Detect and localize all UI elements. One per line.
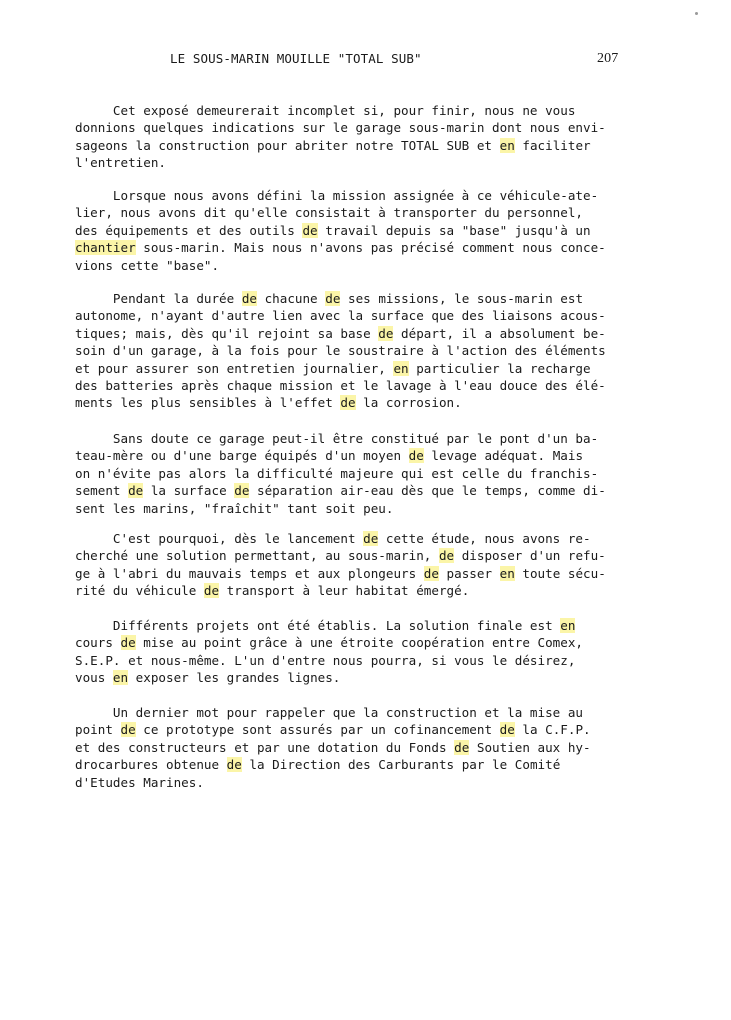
text-segment: Cet exposé demeurerait incomplet si, pour finir, nous ne vous <box>75 103 576 118</box>
highlighted-word: de <box>408 448 424 464</box>
text-segment: Sans doute ce garage peut-il être constitué par le pont d'un ba- <box>75 431 599 446</box>
text-segment: des équipements et des outils <box>75 222 303 238</box>
text-line <box>75 582 635 599</box>
text-line <box>75 634 635 651</box>
text-line <box>75 482 635 499</box>
highlighted-word: de <box>325 291 341 306</box>
text-line <box>75 187 635 204</box>
highlighted-word: en <box>393 360 409 376</box>
highlighted-word: en <box>112 670 129 686</box>
text-segment: la surface <box>143 483 235 499</box>
text-segment: Un dernier mot pour rappeler que la construction et la mise au <box>75 705 583 720</box>
text-segment: Différents projets ont été établis. La solution finale est <box>75 618 561 633</box>
highlighted-word: de <box>203 583 220 599</box>
text-segment: passer <box>438 565 500 581</box>
text-line <box>75 222 635 239</box>
text-segment: toute sécu- <box>514 565 606 581</box>
text-line <box>75 290 635 307</box>
highlighted-word: de <box>128 483 144 499</box>
highlighted-word: de <box>454 739 470 755</box>
text-segment: tiques; mais, dès qu'il rejoint sa base <box>75 325 379 341</box>
highlighted-word: de <box>120 635 136 651</box>
text-segment: particulier la recharge <box>408 360 591 376</box>
paragraph-4 <box>75 430 635 517</box>
text-line <box>75 102 635 119</box>
text-line <box>75 465 635 482</box>
header-title: LE SOUS-MARIN MOUILLE "TOTAL SUB" <box>170 51 422 66</box>
text-segment: sageons la construction pour abriter notre TOTAL SUB et <box>75 137 500 153</box>
text-segment: la Direction des Carburants par le Comité <box>241 757 561 773</box>
text-segment: rité du véhicule <box>75 583 204 599</box>
text-segment: cours <box>75 635 121 651</box>
highlighted-word: de <box>241 291 257 306</box>
text-segment: Pendant la durée <box>75 291 242 306</box>
text-segment: faciliter <box>514 137 591 153</box>
highlighted-word: de <box>378 325 394 341</box>
text-line <box>75 739 635 756</box>
highlighted-word: de <box>499 722 515 738</box>
highlighted-word: de <box>226 757 242 773</box>
text-segment: C'est pourquoi, dès le lancement <box>75 531 364 546</box>
text-segment: sous-marin. Mais nous n'avons pas précisé comment nous conce- <box>135 240 606 256</box>
text-line <box>75 547 635 564</box>
paragraph-5 <box>75 530 635 600</box>
text-segment: teau-mère ou d'une barge équipés d'un moyen <box>75 448 409 464</box>
text-segment: mise au point grâce à une étroite coopération entre Comex, <box>135 635 584 651</box>
text-line <box>75 204 635 221</box>
text-segment: et pour assurer son entretien journalier, <box>75 360 394 376</box>
text-segment: chacune <box>256 291 326 306</box>
text-line <box>75 669 635 686</box>
text-segment: autonome, n'ayant d'autre lien avec la surface que des liaisons acous- <box>75 308 606 324</box>
text-segment: d'Etudes Marines. <box>75 774 204 790</box>
text-line <box>75 565 635 582</box>
running-header <box>0 51 731 71</box>
text-line <box>75 257 635 274</box>
text-line <box>75 137 635 154</box>
text-line <box>75 307 635 324</box>
paragraph-6 <box>75 617 635 687</box>
text-segment: levage adéquat. Mais <box>423 448 584 464</box>
highlighted-word: en <box>560 618 576 633</box>
text-line <box>75 119 635 136</box>
highlighted-word: de <box>363 531 379 546</box>
text-segment: disposer d'un refu- <box>454 548 606 564</box>
text-segment: donnions quelques indications sur le garage sous-marin dont nous envi- <box>75 120 606 136</box>
highlighted-word: de <box>340 395 356 411</box>
page-number: 207 <box>597 51 619 66</box>
text-segment: ge à l'abri du mauvais temps et aux plongeurs <box>75 565 424 581</box>
highlighted-word: en <box>499 565 515 581</box>
text-segment: lier, nous avons dit qu'elle consistait à transporter du personnel, <box>75 205 583 221</box>
text-segment: vions cette "base". <box>75 257 220 273</box>
text-segment: ments les plus sensibles à l'effet <box>75 395 341 411</box>
text-segment: travail depuis sa "base" jusqu'à un <box>317 222 591 238</box>
text-line <box>75 652 635 669</box>
text-segment: cherché une solution permettant, au sous-marin, <box>75 548 439 564</box>
text-segment: sement <box>75 483 129 499</box>
text-line <box>75 704 635 721</box>
text-segment: Lorsque nous avons défini la mission assignée à ce véhicule-ate- <box>75 188 599 203</box>
text-line <box>75 500 635 517</box>
text-segment: la corrosion. <box>355 395 462 411</box>
highlighted-word: de <box>438 548 455 564</box>
highlighted-word: chantier <box>75 240 136 256</box>
text-segment: transport à leur habitat émergé. <box>219 583 470 599</box>
text-line <box>75 342 635 359</box>
highlighted-word: de <box>302 222 318 238</box>
text-segment: ce prototype sont assurés par un cofinancement <box>135 722 500 738</box>
text-line <box>75 756 635 773</box>
text-line <box>75 394 635 411</box>
text-segment: des batteries après chaque mission et le lavage à l'eau douce des élé- <box>75 377 606 393</box>
paragraph-3 <box>75 290 635 412</box>
text-segment: S.E.P. et nous-même. L'un d'entre nous pourra, si vous le désirez, <box>75 652 576 668</box>
text-segment: cette étude, nous avons re- <box>378 531 591 546</box>
text-line <box>75 325 635 342</box>
text-line <box>75 447 635 464</box>
text-line <box>75 774 635 791</box>
text-line <box>75 430 635 447</box>
text-line <box>75 154 635 171</box>
highlighted-word: de <box>423 565 439 581</box>
text-segment: drocarbures obtenue <box>75 757 227 773</box>
highlighted-word: de <box>234 483 250 499</box>
text-segment: départ, il a absolument be- <box>393 325 606 341</box>
text-segment: et des constructeurs et par une dotation du Fonds <box>75 739 455 755</box>
text-segment: séparation air-eau dès que le temps, comme di- <box>249 483 606 499</box>
text-line <box>75 377 635 394</box>
text-segment: l'entretien. <box>75 155 166 171</box>
text-line <box>75 617 635 634</box>
text-segment: on n'évite pas alors la difficulté majeure qui est celle du franchis- <box>75 465 599 481</box>
scan-speck <box>695 12 698 15</box>
text-segment: la C.F.P. <box>514 722 591 738</box>
highlighted-word: en <box>499 137 515 153</box>
text-segment: Soutien aux hy- <box>469 739 591 755</box>
text-line <box>75 530 635 547</box>
paragraph-7 <box>75 704 635 791</box>
text-segment: exposer les grandes lignes. <box>128 670 341 686</box>
text-segment: vous <box>75 670 113 686</box>
text-line <box>75 360 635 377</box>
text-segment: sent les marins, "fraîchit" tant soit peu. <box>75 500 394 516</box>
paragraph-1 <box>75 102 635 172</box>
paragraph-2 <box>75 187 635 274</box>
highlighted-word: de <box>120 722 136 738</box>
text-segment: ses missions, le sous-marin est <box>340 291 584 306</box>
text-segment: point <box>75 722 121 738</box>
text-line <box>75 239 635 256</box>
text-segment: soin d'un garage, à la fois pour le soustraire à l'action des éléments <box>75 343 606 359</box>
text-line <box>75 721 635 738</box>
